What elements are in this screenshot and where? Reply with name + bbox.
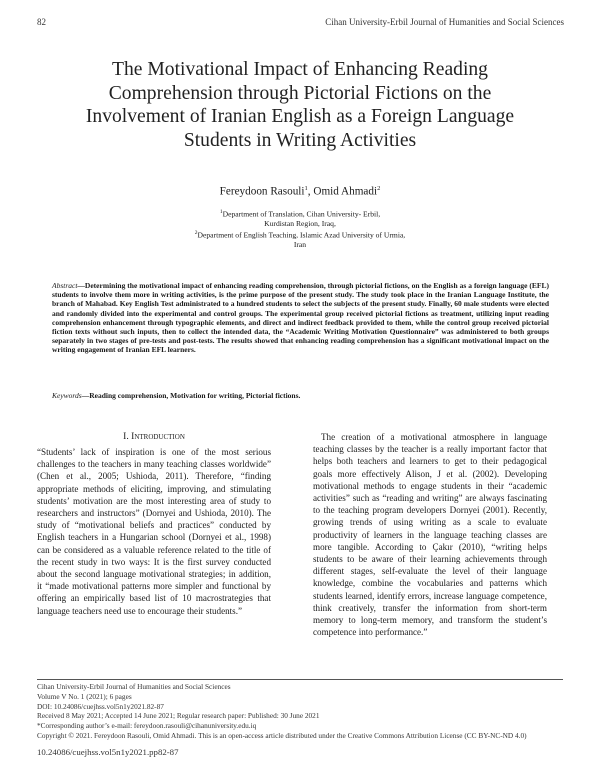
paragraph: “Students’ lack of inspiration is one of the most serious challenges to the teachers in many teaching classes worldwide” (Chen et al., 2005; Ushioda, 2011). Therefore, “finding appropriate methods of eliciting, improving, and stimulating students’ motivation are the most interesting area of study to researchers and instructors” (Dornyei and Ushioda, 2010). The study of “motivational beliefs and practices” conducted by English teachers in a Hungarian school (Dornyei et al., 1998) can be considered as a valuable reference related to the title of the recent study in two ways: It is the first survey conducted about the second language motivational strategies; in addition, it “made motivational patterns more simpler and functional by offering an empirically based list of 10 macrostrategies that language teachers need use to encourage their students.” <box>37 447 271 616</box>
author-list: Fereydoon Rasouli$^1$, Omid Ahmadi$^2$ <box>219 185 381 198</box>
affiliation-marker: 1 <box>219 209 223 215</box>
keywords-label: Keywords <box>52 391 82 400</box>
page-number: 82 <box>37 17 46 27</box>
keywords-text: —Reading comprehension, Motivation for writing, Pictorial fictions. <box>81 391 301 400</box>
abstract-label: Abstract <box>52 281 78 290</box>
section-title: Introduction <box>131 431 185 442</box>
article-title: The Motivational Impact of Enhancing Reading Comprehension through Pictorial Fictions on the Involvement of Iranian English as a Foreign Language Students in Writing Activities <box>85 59 515 151</box>
affiliation-line: Iran <box>293 239 307 249</box>
section-heading-introduction <box>37 431 271 443</box>
article-footer <box>37 682 563 741</box>
affiliations <box>150 208 450 249</box>
affiliation-line: Kurdistan Region, Iraq, <box>264 219 336 229</box>
affiliation <box>150 229 450 240</box>
section-number: I. <box>123 431 129 442</box>
running-header: Cihan University-Erbil Journal of Humanities and Social Sciences <box>325 17 564 27</box>
abstract-text: —Determining the motivational impact of enhancing reading comprehension, through pictorial fictions, on the English as a foreign language (EFL) students to involve them more in writing activities, is the prime purpose of the present study. The study took place in the Iranian Language Institute, the branch of Mahabad. Key English Test administrated to a hundred students to select the subjects of the present study. Finally, 60 male students were elected and randomly divided into the experimental and control groups. The experimental group received pictorial fictions as treatment, utilizing input reading comprehension enhancement through typographic elements, and direct and indirect feedback provided to them, while the control group received pictorial fiction texts without such inputs, then to collect the intended data, the “Academic Writing Motivation Questionnaire” was administered to both groups separately in two stages of pre-tests and post-tests. The results showed that enhancing reading comprehension has a significant motivational impact on the writing engagement of Iranian EFL learners. <box>52 281 549 355</box>
footer-journal: Cihan University-Erbil Journal of Humanities and Social Sciences <box>37 682 231 691</box>
author-name: Fereydoon Rasouli <box>219 185 305 198</box>
left-column <box>37 431 271 617</box>
footer-divider <box>37 679 563 680</box>
footer-volume: Volume V No. 1 (2021); 6 pages <box>37 691 132 701</box>
abstract <box>52 281 549 355</box>
bottom-doi: 10.24086/cuejhss.vol5n1y2021.pp82-87 <box>37 747 179 757</box>
keywords <box>52 391 549 400</box>
affiliation-line: Department of English Teaching, Islamic Azad University of Urmia, <box>197 230 406 240</box>
affiliation-line: Department of Translation, Cihan University- Erbil, <box>222 209 381 219</box>
footer-doi: DOI: 10.24086/cuejhss.vol5n1y2021.82-87 <box>37 701 164 711</box>
footer-dates: Received 8 May 2021; Accepted 14 June 2021; Regular research paper: Published: 30 June 2021 <box>37 711 320 721</box>
footer-corresponding-author: *Corresponding author’s e-mail: fereydoon.rasouli@cihanuniversity.edu.iq <box>37 721 257 731</box>
right-column <box>313 431 547 638</box>
affiliation-marker: 2 <box>194 229 198 236</box>
author-affiliation-marker: 2 <box>377 185 381 192</box>
footer-copyright: Copyright © 2021. Fereydoon Rasouli, Omid Ahmadi. This is an open-access article distributed under the Creative Commons Attribution License (CC BY-NC-ND 4.0) <box>37 730 527 740</box>
paragraph: The creation of a motivational atmosphere in language teaching classes by the teacher is a really important factor that helps both teachers and learners to get to their pedagogical goals more effectively Alison, J et al. (2002). Developing motivational methods to engage students in their “academic activities” such as “reading and writing” are always fascinating to the teaching program developers Dornyei (2001). Recently, growing trends of using writing as a scale to evaluate productivity of learners in the language teaching classes are more tangible. According to Çakır (2010), “writing helps students to be aware of their learning achievements through different stages, self-evaluate the level of their language knowledge, combine the vocabularies and patterns which students learned, identify errors, increase language competence, think creatively, transfer the information from short-term memory to long-term memory, and transform the student’s competence into performance.” <box>313 432 547 638</box>
affiliation <box>150 208 450 219</box>
author-affiliation-marker: 1 <box>304 185 308 192</box>
author-name: Omid Ahmadi <box>313 185 378 198</box>
